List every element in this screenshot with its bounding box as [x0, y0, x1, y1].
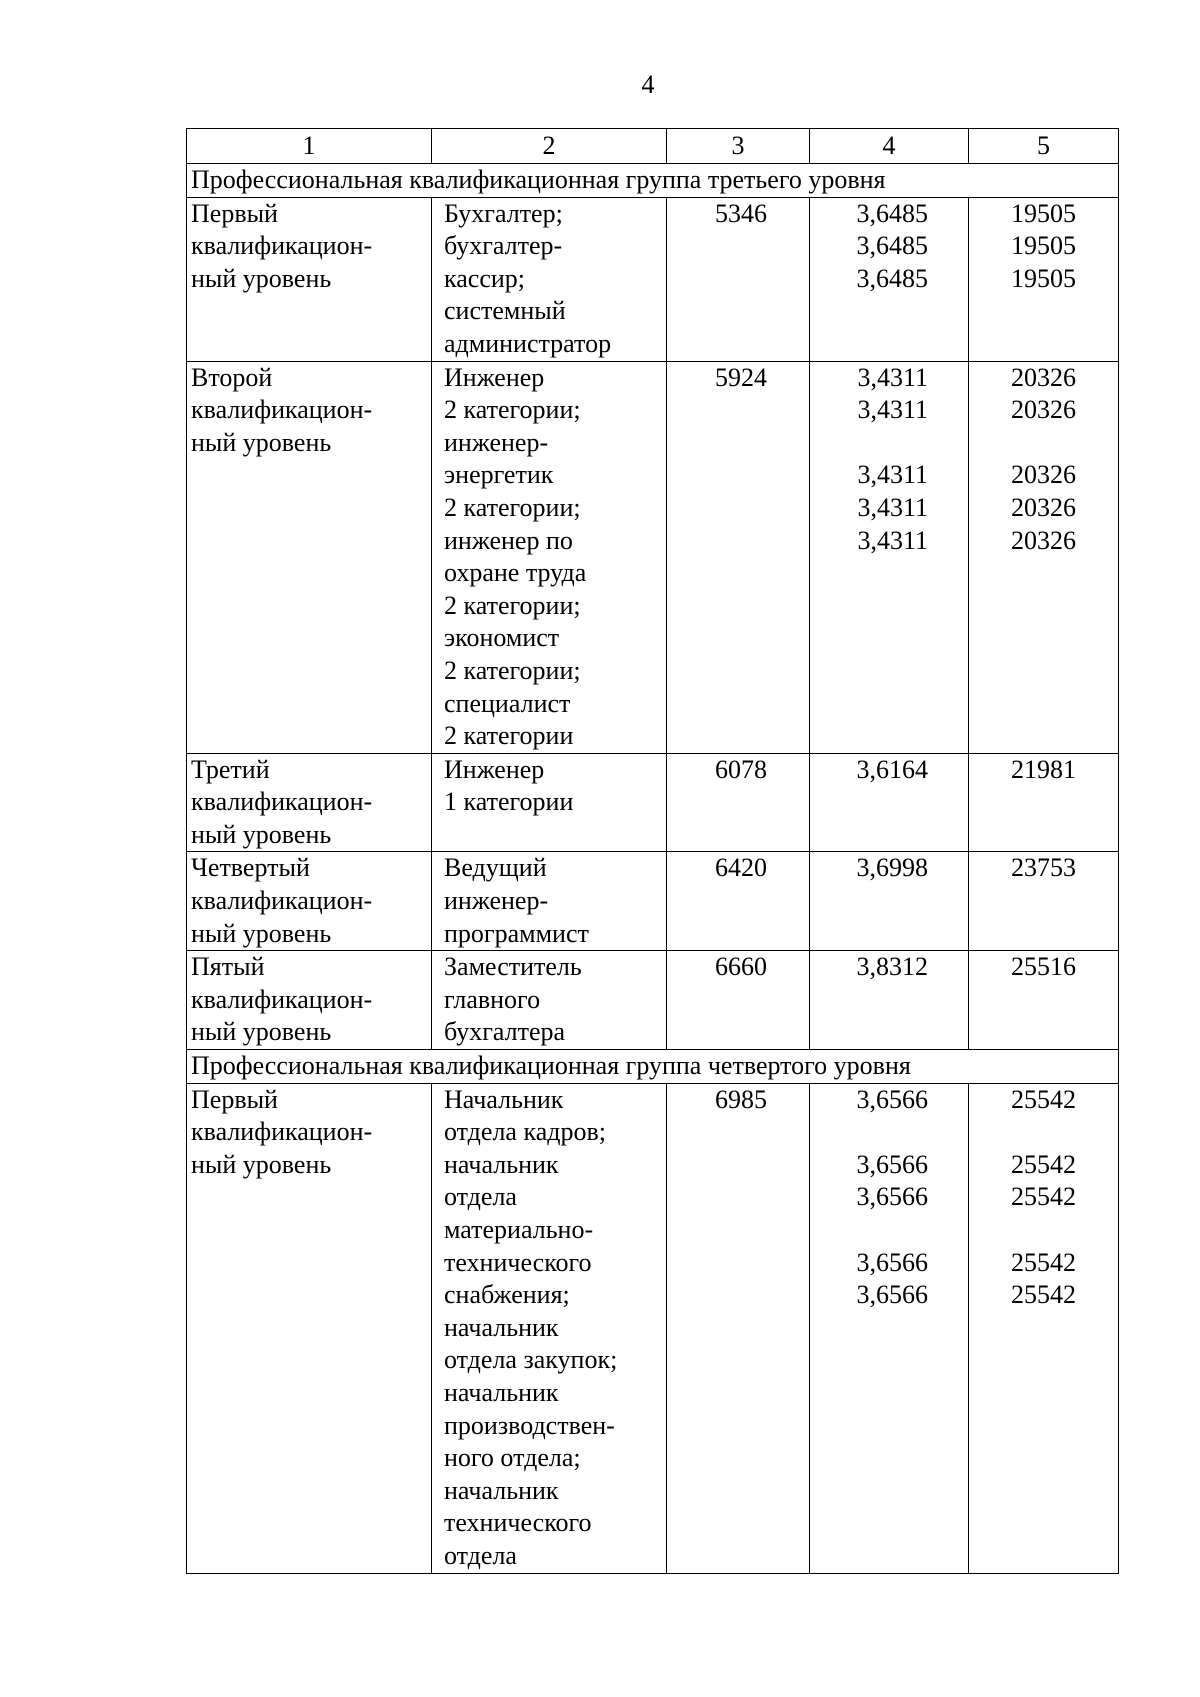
table-row [187, 197, 1119, 361]
qualification-level-cell: Третий квалификацион- ный уровень [187, 753, 432, 852]
position-cell: Инженер 1 категории [432, 753, 667, 852]
salary-cell: 20326 20326 20326 20326 20326 [969, 361, 1119, 753]
coefficient-cell: 3,6566 3,6566 3,6566 3,6566 3,6566 [810, 1083, 969, 1573]
table-row [187, 951, 1119, 1050]
qualification-level-cell: Пятый квалификацион- ный уровень [187, 951, 432, 1050]
qualification-level-cell: Первый квалификацион- ный уровень [187, 1083, 432, 1573]
coefficient-cell: 3,6164 [810, 753, 969, 852]
column-number-cell: 1 [187, 129, 432, 164]
group-heading: Профессиональная квалификационная группа третьего уровня [187, 164, 1119, 198]
column-number-cell: 5 [969, 129, 1119, 164]
group-heading-row [187, 164, 1119, 198]
salary-table [186, 128, 1119, 1574]
coefficient-cell: 3,4311 3,4311 3,4311 3,4311 3,4311 [810, 361, 969, 753]
salary-cell: 21981 [969, 753, 1119, 852]
table-row [187, 361, 1119, 753]
salary-cell: 19505 19505 19505 [969, 197, 1119, 361]
coefficient-cell: 3,8312 [810, 951, 969, 1050]
base-salary-cell: 6420 [667, 852, 810, 951]
base-salary-cell: 6660 [667, 951, 810, 1050]
base-salary-cell: 5924 [667, 361, 810, 753]
salary-cell: 25542 25542 25542 25542 25542 [969, 1083, 1119, 1573]
qualification-level-cell: Первый квалификацион- ный уровень [187, 197, 432, 361]
table-row [187, 852, 1119, 951]
qualification-level-cell: Второй квалификацион- ный уровень [187, 361, 432, 753]
group-heading: Профессиональная квалификационная группа четвертого уровня [187, 1050, 1119, 1084]
group-heading-row [187, 1050, 1119, 1084]
table-row [187, 753, 1119, 852]
salary-cell: 23753 [969, 852, 1119, 951]
column-number-cell: 3 [667, 129, 810, 164]
qualification-level-cell: Четвертый квалификацион- ный уровень [187, 852, 432, 951]
position-cell: Инженер 2 категории; инженер- энергетик 2 категории; инженер по охране труда 2 категории; экономист 2 категории; специалист 2 категории [432, 361, 667, 753]
base-salary-cell: 5346 [667, 197, 810, 361]
page-number: 4 [641, 70, 655, 99]
table-row [187, 1083, 1119, 1573]
coefficient-cell: 3,6998 [810, 852, 969, 951]
position-cell: Ведущий инженер- программист [432, 852, 667, 951]
salary-cell: 25516 [969, 951, 1119, 1050]
coefficient-cell: 3,6485 3,6485 3,6485 [810, 197, 969, 361]
column-number-cell: 2 [432, 129, 667, 164]
position-cell: Бухгалтер; бухгалтер- кассир; системный администратор [432, 197, 667, 361]
position-cell: Начальник отдела кадров; начальник отдела материально- технического снабжения; начальник отдела закупок; начальник производствен- ного отдела; начальник технического отдела [432, 1083, 667, 1573]
column-number-row [187, 129, 1119, 164]
base-salary-cell: 6078 [667, 753, 810, 852]
salary-table-container [186, 128, 1118, 1574]
column-number-cell: 4 [810, 129, 969, 164]
base-salary-cell: 6985 [667, 1083, 810, 1573]
position-cell: Заместитель главного бухгалтера [432, 951, 667, 1050]
